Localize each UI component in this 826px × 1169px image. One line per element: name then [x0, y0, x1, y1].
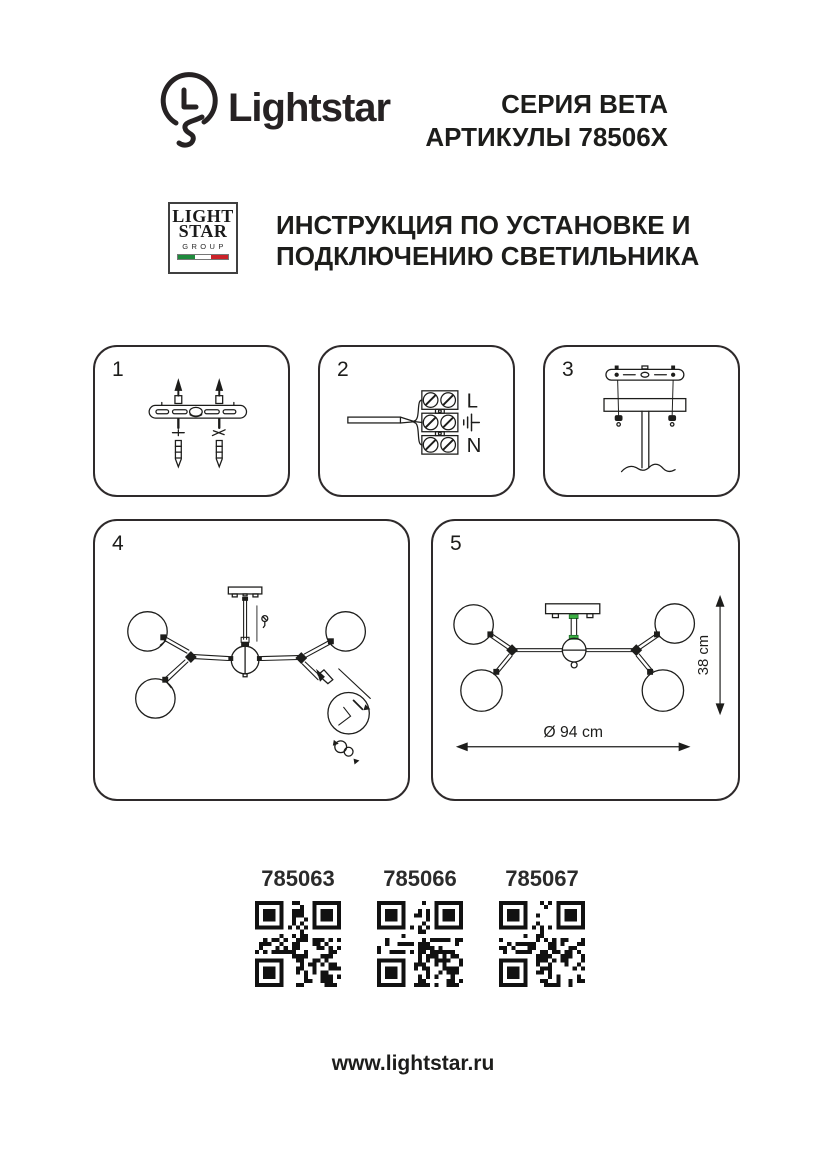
- article-column: [255, 866, 341, 987]
- height-label: 38 cm: [696, 634, 713, 676]
- step-panel-2-wiring: [318, 345, 515, 497]
- glass-globes: [454, 604, 695, 711]
- brand-wordmark: Lightstar: [228, 86, 391, 130]
- bolts-through: [173, 419, 226, 436]
- step-panel-5-dimensions: [431, 519, 740, 801]
- step-panel-4-assembly: [93, 519, 410, 801]
- article-code: 785067: [505, 866, 579, 891]
- group-logo-star: STAR: [178, 221, 228, 241]
- step-number: 1: [112, 358, 124, 381]
- terminal-block: [422, 391, 458, 454]
- article-column: [377, 866, 463, 987]
- italian-flag-icon: [177, 254, 229, 260]
- supply-cable: [348, 400, 422, 445]
- height-dimension: [696, 595, 724, 715]
- series-title: СЕРИЯ BETA: [501, 89, 668, 119]
- canopy-plate: [604, 399, 686, 412]
- neutral-label: N: [466, 434, 482, 458]
- lightstar-group-logo: [168, 202, 238, 274]
- cap-nuts: [615, 415, 676, 426]
- center-body: [228, 642, 262, 677]
- wiring-diagram: [320, 347, 513, 495]
- down-rod: [569, 615, 578, 640]
- step-panel-1-mounting-bracket: [93, 345, 290, 497]
- step-number: 5: [450, 532, 462, 555]
- step-number: 4: [112, 532, 124, 555]
- screws: [174, 378, 223, 403]
- lightbulb-ls-icon: [158, 70, 222, 154]
- product-header: [425, 88, 668, 154]
- article-column: [499, 866, 585, 987]
- instruction-title-line2: ПОДКЛЮЧЕНИЮ СВЕТИЛЬНИКА: [276, 241, 700, 271]
- qr-code: [499, 901, 585, 987]
- earth-ground-icon: [464, 414, 480, 431]
- step-number: 2: [337, 358, 349, 381]
- threaded-rods: [618, 380, 674, 415]
- step-panel-3-canopy-mounting: [543, 345, 740, 497]
- group-logo-group: GROUP: [182, 242, 227, 251]
- group-logo-light: LIGHT: [172, 206, 234, 226]
- bracket-bar: [606, 366, 684, 381]
- diameter-label: Ø 94 cm: [543, 723, 603, 741]
- diameter-dimension: [456, 724, 691, 751]
- mounting-bracket-diagram: [95, 347, 288, 495]
- canopy-mounting-diagram: [545, 347, 738, 495]
- articles-subtitle: АРТИКУЛЫ 78506X: [425, 122, 668, 152]
- down-rod: [622, 411, 676, 471]
- article-code: 785066: [383, 866, 457, 891]
- article-code: 785063: [261, 866, 335, 891]
- exploded-globe: [316, 669, 370, 765]
- live-label: L: [466, 389, 479, 413]
- instruction-title-line1: ИНСТРУКЦИЯ ПО УСТАНОВКЕ И: [276, 210, 691, 240]
- center-body: [562, 638, 586, 668]
- wall-anchors: [175, 440, 222, 466]
- instruction-title: [276, 210, 699, 272]
- qr-code: [377, 901, 463, 987]
- qr-code: [255, 901, 341, 987]
- bracket-bar: [149, 403, 246, 419]
- article-qr-section: [14, 866, 826, 987]
- screw-icon: [257, 606, 268, 641]
- down-rod: [241, 597, 249, 642]
- ceiling-plate: [228, 587, 262, 597]
- step-number: 3: [562, 358, 574, 381]
- website-url: www.lightstar.ru: [331, 1052, 495, 1075]
- assembly-diagram: [95, 521, 408, 799]
- dimensions-diagram: [433, 521, 738, 799]
